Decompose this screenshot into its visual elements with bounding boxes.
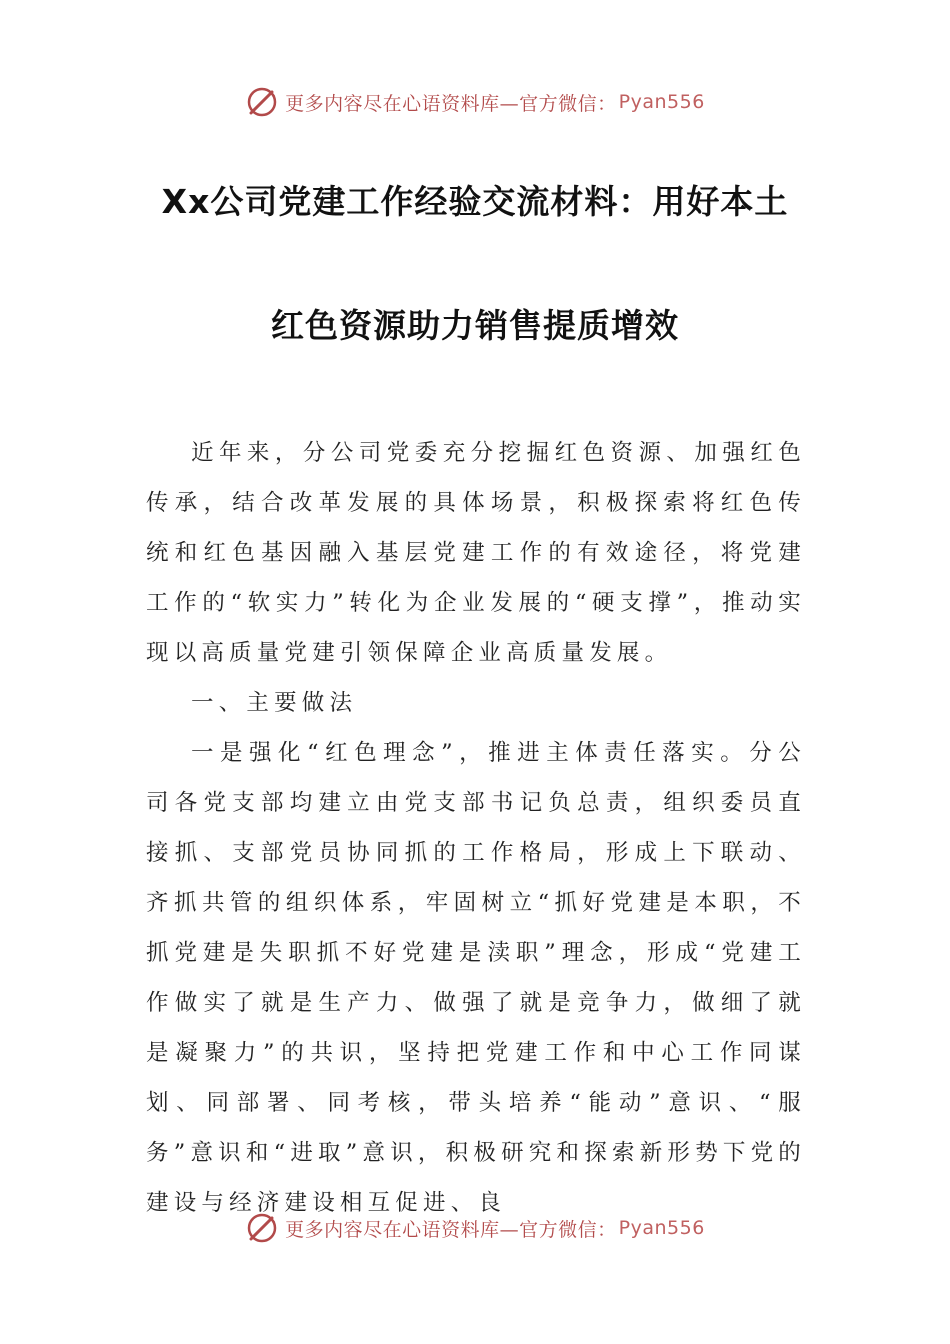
document-title-line-2: 红色资源助力销售提质增效 <box>271 306 679 345</box>
watermark-contact: Pyan556 <box>618 91 705 113</box>
watermark-contact: Pyan556 <box>618 1217 705 1239</box>
header-watermark <box>0 82 950 122</box>
pen-circle-logo-icon <box>245 1211 279 1245</box>
footer-watermark <box>0 1208 950 1248</box>
paragraph-intro: 近年来，分公司党委充分挖掘红色资源、加强红色传承，结合改革发展的具体场景，积极探索将红色传统和红色基因融入基层党建工作的有效途径，将党建工作的“软实力”转化为企业发展的“硬支撑”，推动实现以高质量党建引领保障企业高质量发展。 <box>146 440 806 666</box>
pen-circle-logo-icon <box>245 85 279 119</box>
document-body <box>146 428 806 1228</box>
watermark-text: 更多内容尽在心语资料库—官方微信： <box>285 1218 617 1241</box>
paragraph-first-point: 一是强化“红色理念”，推进主体责任落实。分公司各党支部均建立由党支部书记负总责，组织委员直接抓、支部党员协同抓的工作格局，形成上下联动、齐抓共管的组织体系，牢固树立“抓好党建是本职，不抓党建是失职抓不好党建是渎职”理念，形成“党建工作做实了就是生产力、做强了就是竞争力，做细了就是凝聚力”的共识，坚持把党建工作和中心工作同谋划、同部署、同考核，带头培养“能动”意识、“服务”意识和“进取”意识，积极研究和探索新形势下党的建设与经济建设相互促进、良 <box>146 740 806 1216</box>
section-heading: 一、主要做法 <box>191 690 358 716</box>
document-title-line-1: Xx公司党建工作经验交流材料：用好本土 <box>161 182 789 221</box>
watermark-text: 更多内容尽在心语资料库—官方微信： <box>285 92 617 115</box>
